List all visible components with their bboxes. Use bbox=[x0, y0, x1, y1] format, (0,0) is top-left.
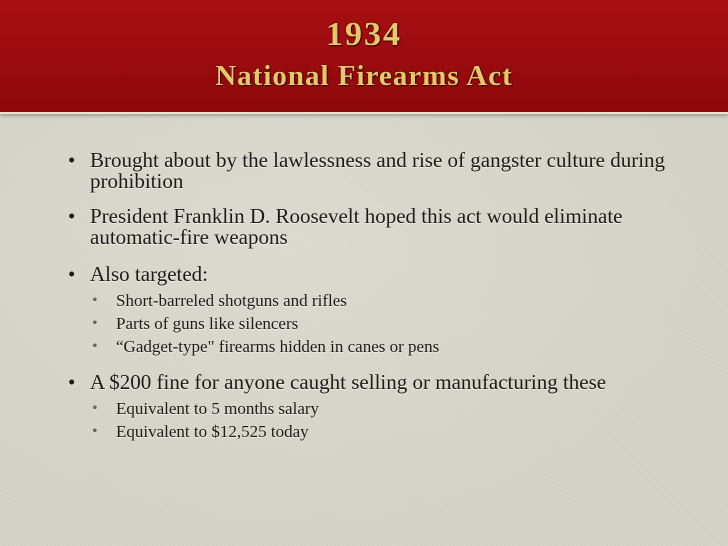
bullet-dot: • bbox=[68, 370, 76, 394]
bullet-text: Also targeted: bbox=[90, 262, 209, 286]
sub-bullet-item bbox=[68, 312, 668, 335]
bullet-item bbox=[68, 150, 668, 192]
bullet-dot: • bbox=[68, 262, 76, 286]
bullet-text: A $200 fine for anyone caught selling or manufacturing these bbox=[90, 370, 607, 394]
sub-bullet-dot: • bbox=[92, 423, 98, 440]
sub-bullet-list bbox=[68, 289, 668, 358]
sub-bullet-dot: • bbox=[92, 315, 98, 332]
sub-bullet-item bbox=[68, 420, 668, 443]
bullet-dot: • bbox=[68, 204, 76, 228]
sub-bullet-text: Short-barreled shotguns and rifles bbox=[116, 291, 347, 310]
sub-bullet-list bbox=[68, 397, 668, 443]
sub-bullet-text: “Gadget-type" firearms hidden in canes or pens bbox=[116, 337, 440, 356]
bullet-text: President Franklin D. Roosevelt hoped this act would eliminate automatic-fire weapons bbox=[90, 204, 623, 249]
slide-subtitle: National Firearms Act bbox=[215, 60, 513, 92]
bullet-item bbox=[68, 206, 668, 248]
sub-bullet-item bbox=[68, 289, 668, 312]
sub-bullet-text: Equivalent to 5 months salary bbox=[116, 399, 320, 418]
slide-title: 1934 bbox=[326, 16, 402, 53]
sub-bullet-text: Equivalent to $12,525 today bbox=[116, 422, 309, 441]
sub-bullet-dot: • bbox=[92, 400, 98, 417]
title-band bbox=[0, 0, 728, 114]
bullet-text: Brought about by the lawlessness and rise of gangster culture during prohibition bbox=[90, 148, 666, 193]
slide-content bbox=[68, 150, 668, 443]
bullet-item bbox=[68, 372, 668, 393]
sub-bullet-dot: • bbox=[92, 292, 98, 309]
sub-bullet-item bbox=[68, 397, 668, 420]
sub-bullet-dot: • bbox=[92, 338, 98, 355]
sub-bullet-item bbox=[68, 335, 668, 358]
bullet-item bbox=[68, 264, 668, 285]
bullet-dot: • bbox=[68, 148, 76, 172]
sub-bullet-text: Parts of guns like silencers bbox=[116, 314, 299, 333]
